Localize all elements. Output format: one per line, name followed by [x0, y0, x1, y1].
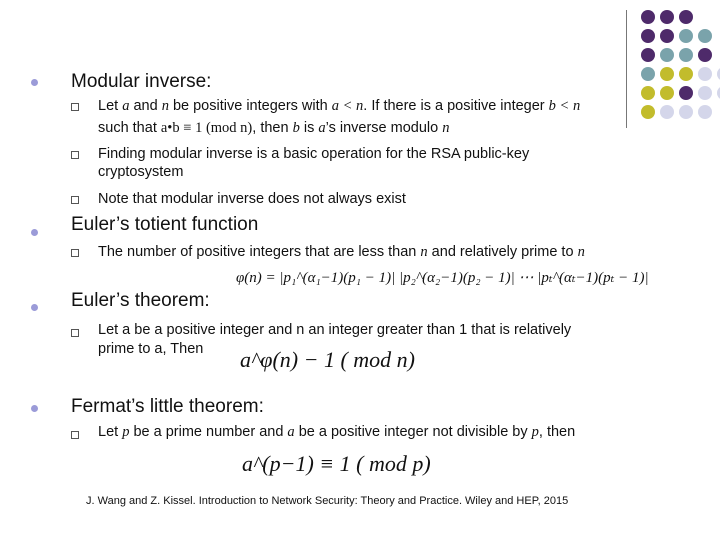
decor-dot	[641, 86, 655, 100]
totient-definition	[98, 244, 585, 261]
heading-euler-totient: Euler’s totient function	[71, 214, 259, 235]
totient-formula: φ(n) = |p₁^(α₁−1)(p₁ − 1)| |p₂^(α₂−1)(p₂ − 1)| ⋯ |pₜ^(αₜ−1)(pₜ − 1)|	[236, 270, 649, 286]
decor-dot	[679, 10, 693, 24]
modular-inverse-definition-line1	[98, 98, 580, 115]
decor-dot	[660, 105, 674, 119]
decor-dot	[698, 86, 712, 100]
bullet-modular-inverse	[31, 79, 38, 86]
modular-inverse-definition-line2	[98, 120, 449, 137]
var-n: n	[577, 244, 585, 260]
bullet-fermat	[31, 405, 38, 412]
var-a: a	[318, 120, 326, 136]
bullet-euler-totient	[31, 229, 38, 236]
euler-theorem-line2: prime to a, Then	[98, 341, 204, 357]
decor-dot	[641, 29, 655, 43]
decor-dot	[679, 105, 693, 119]
decor-dot	[641, 10, 655, 24]
text: The number of positive integers that are less than	[98, 244, 421, 260]
decor-dot	[660, 67, 674, 81]
text: is	[299, 120, 319, 136]
decor-dot	[679, 29, 693, 43]
text: and	[129, 98, 162, 114]
text: . If there is a positive integer	[363, 98, 549, 114]
decor-dot	[698, 48, 712, 62]
decor-dot	[679, 48, 693, 62]
decor-dot	[679, 67, 693, 81]
var-n: n	[161, 98, 169, 114]
var-a: a	[122, 98, 130, 114]
text: , then	[538, 424, 576, 440]
text: be a prime number and	[129, 424, 288, 440]
var-n: n	[420, 244, 428, 260]
decor-dot	[679, 86, 693, 100]
var-b: b	[292, 120, 300, 136]
text: and relatively prime to	[427, 244, 578, 260]
vertical-divider-line	[626, 10, 627, 128]
heading-modular-inverse: Modular inverse:	[71, 71, 212, 92]
fermat-formula: a^(p−1) ≡ 1 ( mod p)	[242, 451, 431, 476]
decor-dot	[660, 29, 674, 43]
decor-dot	[698, 67, 712, 81]
text: Let	[98, 424, 123, 440]
text: be positive integers with	[168, 98, 332, 114]
euler-theorem-formula: a^φ(n) − 1 ( mod n)	[240, 347, 415, 372]
subbullet-checkbox-icon	[71, 103, 79, 111]
var-n: n	[442, 120, 450, 136]
citation: J. Wang and Z. Kissel. Introduction to Network Security: Theory and Practice. Wiley and HEP, 2015	[86, 495, 569, 507]
subbullet-checkbox-icon	[71, 329, 79, 337]
rsa-note-line1: Finding modular inverse is a basic operation for the RSA public-key	[98, 146, 530, 162]
bullet-euler-theorem	[31, 304, 38, 311]
decor-dot	[698, 29, 712, 43]
text: such that	[98, 120, 161, 136]
decor-dot	[641, 67, 655, 81]
text: , then	[252, 120, 293, 136]
heading-fermat: Fermat’s little theorem:	[71, 396, 264, 417]
heading-euler-theorem: Euler’s theorem:	[71, 290, 210, 311]
subbullet-checkbox-icon	[71, 249, 79, 257]
decor-dot	[660, 48, 674, 62]
var-p: p	[122, 424, 130, 440]
decor-dot	[660, 86, 674, 100]
decor-dot	[641, 105, 655, 119]
text: be a positive integer not divisible by	[294, 424, 532, 440]
math-a-less-n: a < n	[331, 98, 364, 114]
text: Let	[98, 98, 123, 114]
decor-dot	[698, 105, 712, 119]
euler-theorem-line1: Let a be a positive integer and n an integer greater than 1 that is relatively	[98, 322, 572, 338]
not-always-exist-note: Note that modular inverse does not always exist	[98, 191, 406, 207]
decor-dot	[660, 10, 674, 24]
subbullet-checkbox-icon	[71, 431, 79, 439]
var-p: p	[531, 424, 539, 440]
fermat-statement	[98, 424, 575, 441]
subbullet-checkbox-icon	[71, 196, 79, 204]
subbullet-checkbox-icon	[71, 151, 79, 159]
text: ’s inverse modulo	[325, 120, 443, 136]
var-a: a	[287, 424, 295, 440]
math-b-less-n: b < n	[548, 98, 581, 114]
decor-dot	[641, 48, 655, 62]
rsa-note-line2: cryptosystem	[98, 164, 184, 180]
math-congruence: a•b ≡ 1 (mod n)	[160, 120, 253, 136]
